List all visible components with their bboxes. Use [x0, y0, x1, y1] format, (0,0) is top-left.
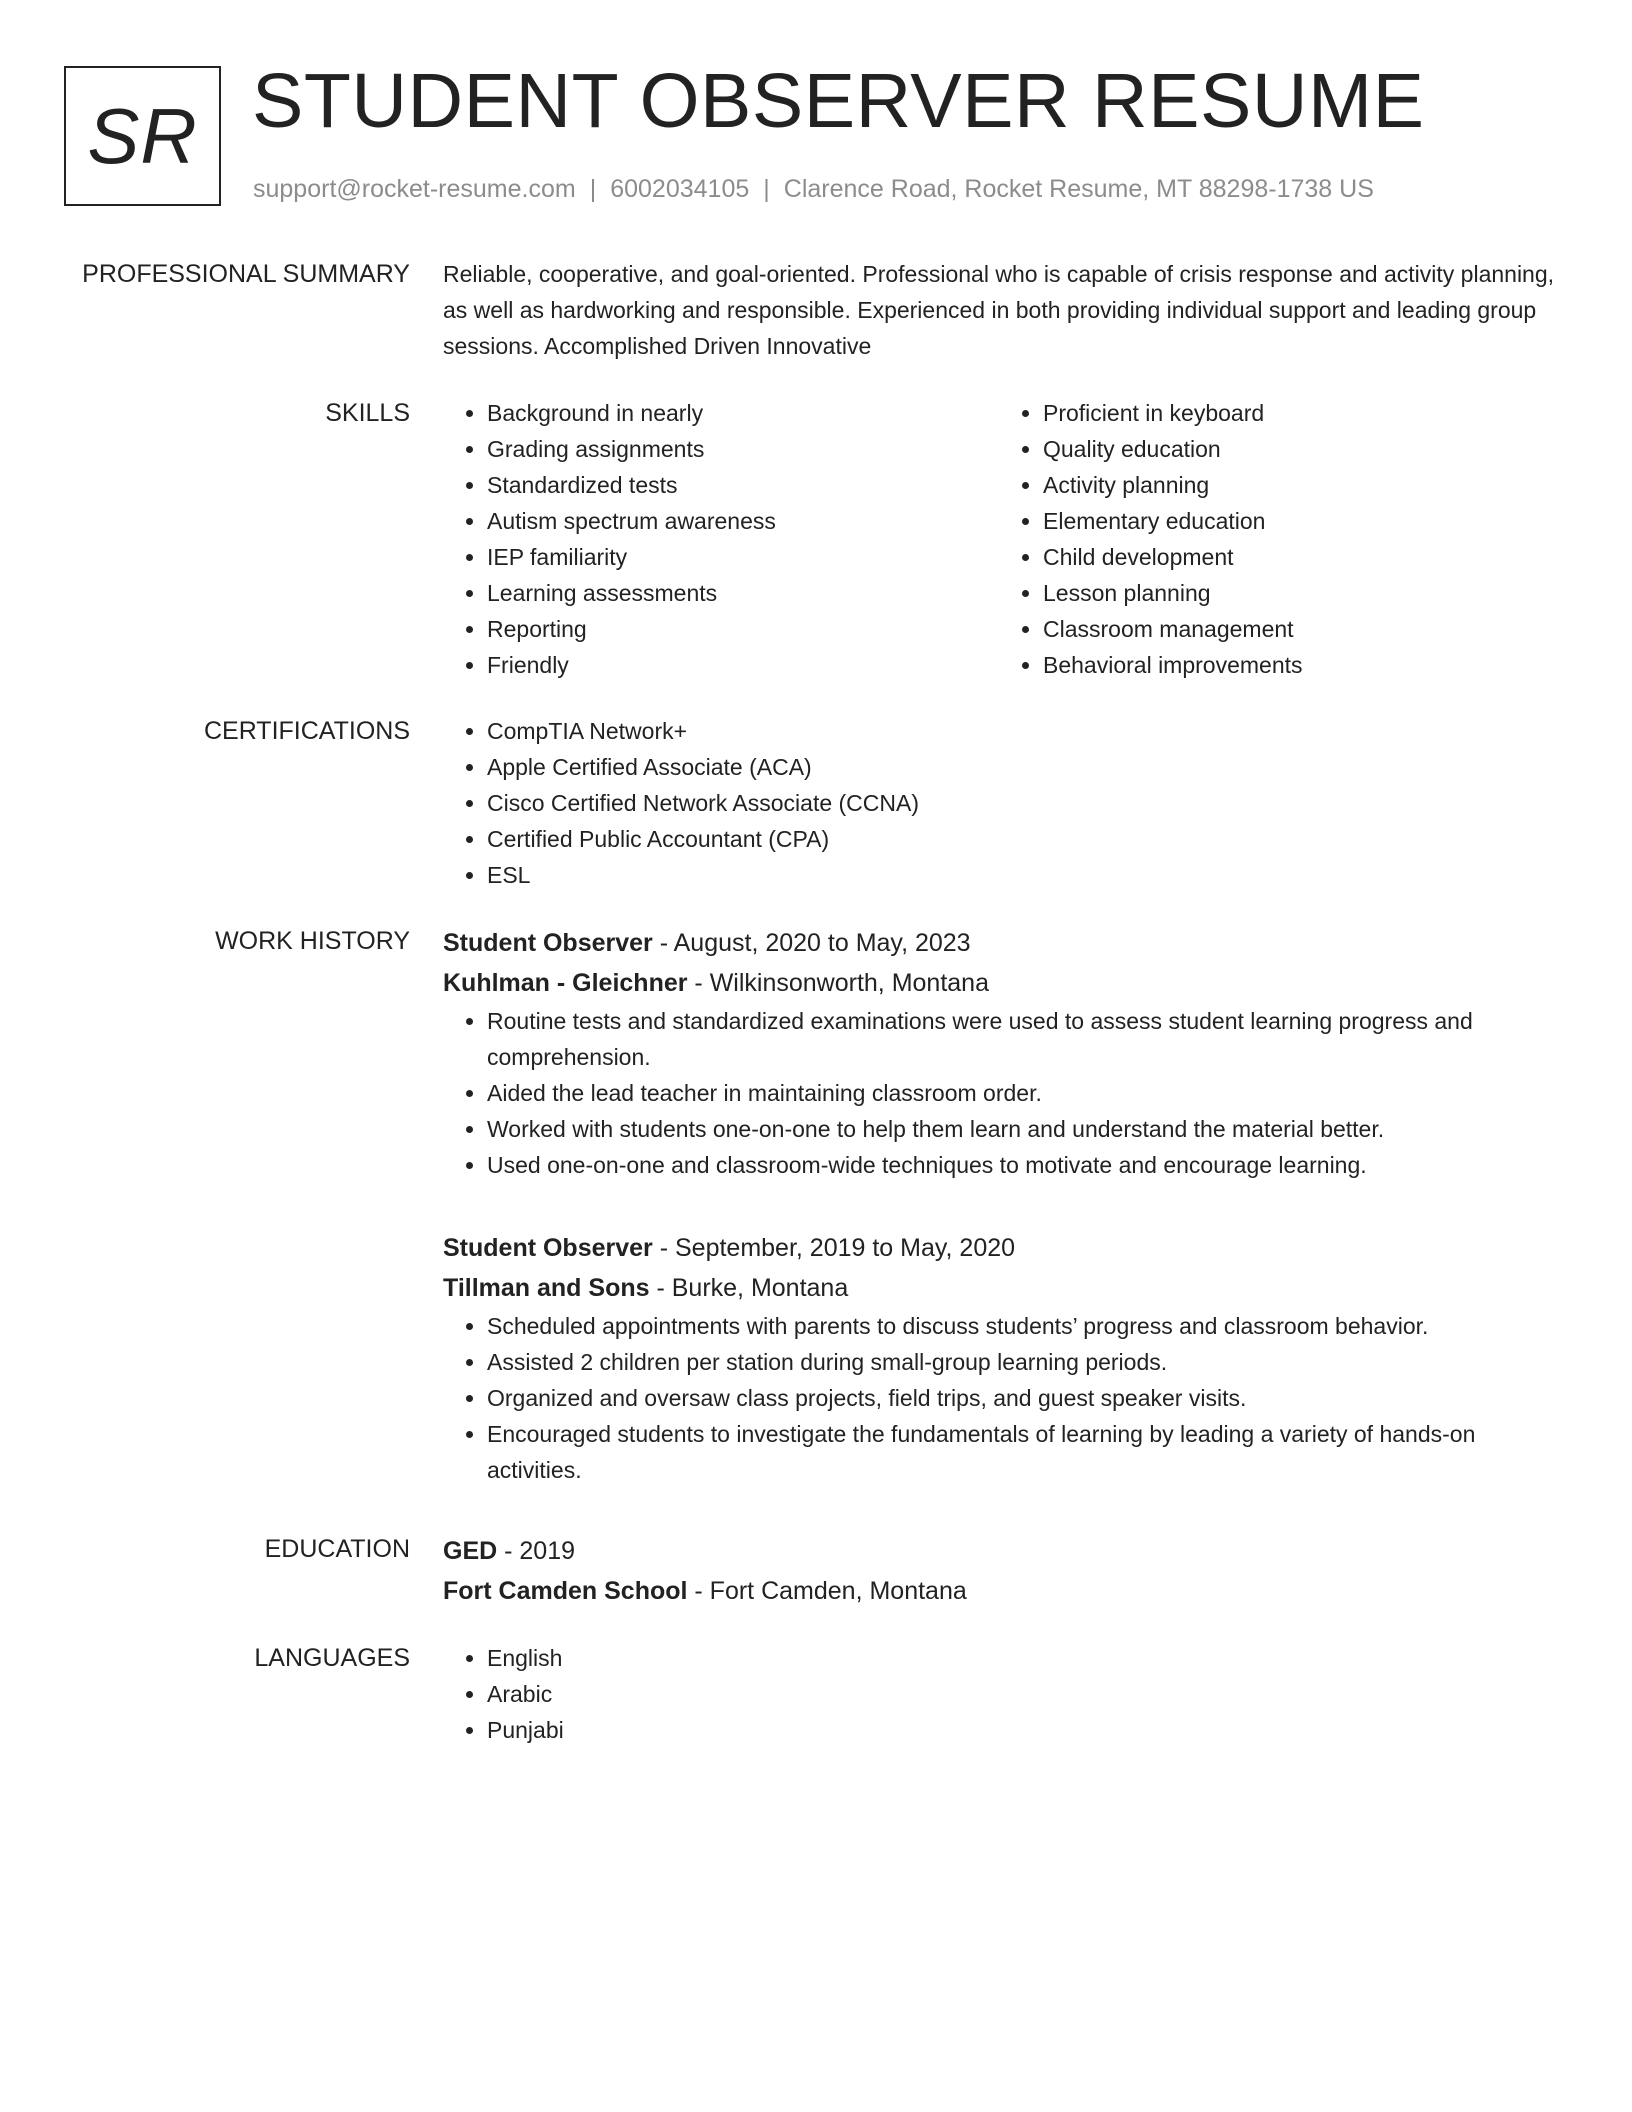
- contact-address: Clarence Road, Rocket Resume, MT 88298-1738 US: [783, 175, 1374, 203]
- job-title: Student Observer: [443, 929, 653, 957]
- certifications-label: CERTIFICATIONS: [203, 717, 410, 745]
- job-bullets: [443, 1308, 1555, 1488]
- education-location: - Fort Camden, Montana: [687, 1577, 967, 1605]
- languages-content: [443, 1640, 1555, 1748]
- certifications-content: [443, 713, 1555, 893]
- job-company-line: [443, 963, 1555, 1003]
- job-company-line: [443, 1268, 1555, 1308]
- education-content: [443, 1531, 1555, 1611]
- job-entry: [443, 923, 1555, 1183]
- skill-item: • Classroom management: [1043, 611, 1555, 647]
- skill-item: • Proficient in keyboard: [1043, 395, 1555, 431]
- page-title: STUDENT OBSERVER RESUME: [252, 58, 1425, 144]
- skill-item: • Lesson planning: [1043, 575, 1555, 611]
- skill-item: • Behavioral improvements: [1043, 647, 1555, 683]
- skill-item: • Elementary education: [1043, 503, 1555, 539]
- education-label: EDUCATION: [264, 1535, 410, 1563]
- monogram-logo: SR: [64, 66, 221, 206]
- skill-item: • Standardized tests: [487, 467, 999, 503]
- certification-item: • Certified Public Accountant (CPA): [487, 821, 1555, 857]
- job-bullet: • Organized and oversaw class projects, field trips, and guest speaker visits.: [487, 1380, 1555, 1416]
- education-degree: GED: [443, 1537, 498, 1565]
- job-bullet: • Assisted 2 children per station during small-group learning periods.: [487, 1344, 1555, 1380]
- education-year: - 2019: [497, 1537, 576, 1565]
- job-title-line: [443, 1228, 1555, 1268]
- summary-content: [443, 256, 1555, 364]
- language-item: • English: [487, 1640, 1555, 1676]
- skill-item: • Reporting: [487, 611, 999, 647]
- summary-label: PROFESSIONAL SUMMARY: [82, 260, 410, 288]
- skill-item: • Friendly: [487, 647, 999, 683]
- certification-item: • CompTIA Network+: [487, 713, 1555, 749]
- education-school-line: [443, 1571, 1555, 1611]
- summary-text: Reliable, cooperative, and goal-oriented. Professional who is capable of crisis response and activity planning, as well as hardworking and responsible. Experienced in both providing individual support and leading group sessions. Accomplished Driven Innovative: [443, 261, 1555, 359]
- job-bullet: • Scheduled appointments with parents to discuss students’ progress and classroom behavior.: [487, 1308, 1555, 1344]
- contact-separator: |: [763, 175, 770, 203]
- job-bullet: • Aided the lead teacher in maintaining classroom order.: [487, 1075, 1555, 1111]
- languages-label: LANGUAGES: [254, 1644, 410, 1672]
- certification-item: • ESL: [487, 857, 1555, 893]
- skill-item: • Learning assessments: [487, 575, 999, 611]
- job-company: Kuhlman - Gleichner: [443, 969, 688, 997]
- job-bullets: [443, 1003, 1555, 1183]
- education-degree-line: [443, 1531, 1555, 1571]
- contact-separator: |: [589, 175, 597, 203]
- work-history-label: WORK HISTORY: [215, 927, 410, 955]
- job-bullet: • Routine tests and standardized examinations were used to assess student learning progress and comprehension.: [487, 1003, 1555, 1075]
- languages-list: [443, 1640, 1555, 1748]
- certification-item: • Cisco Certified Network Associate (CCNA): [487, 785, 1555, 821]
- contact-line: [253, 172, 1374, 206]
- skills-content: [443, 395, 1555, 683]
- certifications-list: [443, 713, 1555, 893]
- language-item: • Punjabi: [487, 1712, 1555, 1748]
- job-location: - Burke, Montana: [649, 1274, 849, 1302]
- job-bullet: • Used one-on-one and classroom-wide techniques to motivate and encourage learning.: [487, 1147, 1555, 1183]
- skills-list-left: [443, 395, 999, 683]
- language-item: • Arabic: [487, 1676, 1555, 1712]
- skill-item: • Child development: [1043, 539, 1555, 575]
- skills-list-right: [999, 395, 1555, 683]
- skill-item: • Quality education: [1043, 431, 1555, 467]
- job-dates: - September, 2019 to May, 2020: [652, 1234, 1016, 1262]
- skill-item: • Autism spectrum awareness: [487, 503, 999, 539]
- job-entry: [443, 1228, 1555, 1488]
- job-location: - Wilkinsonworth, Montana: [687, 969, 989, 997]
- job-dates: - August, 2020 to May, 2023: [652, 929, 971, 957]
- job-title-line: [443, 923, 1555, 963]
- skill-item: • Activity planning: [1043, 467, 1555, 503]
- contact-email: support@rocket-resume.com: [253, 175, 576, 203]
- contact-phone: 6002034105: [610, 175, 750, 203]
- skills-label: SKILLS: [325, 399, 410, 427]
- job-company: Tillman and Sons: [443, 1274, 650, 1302]
- work-history-content: [443, 923, 1555, 1483]
- job-bullet: • Encouraged students to investigate the fundamentals of learning by leading a variety of hands-on activities.: [487, 1416, 1555, 1488]
- education-school: Fort Camden School: [443, 1577, 688, 1605]
- job-bullet: • Worked with students one-on-one to help them learn and understand the material better.: [487, 1111, 1555, 1147]
- job-title: Student Observer: [443, 1234, 653, 1262]
- skill-item: • Background in nearly: [487, 395, 999, 431]
- certification-item: • Apple Certified Associate (ACA): [487, 749, 1555, 785]
- skill-item: • IEP familiarity: [487, 539, 999, 575]
- skill-item: • Grading assignments: [487, 431, 999, 467]
